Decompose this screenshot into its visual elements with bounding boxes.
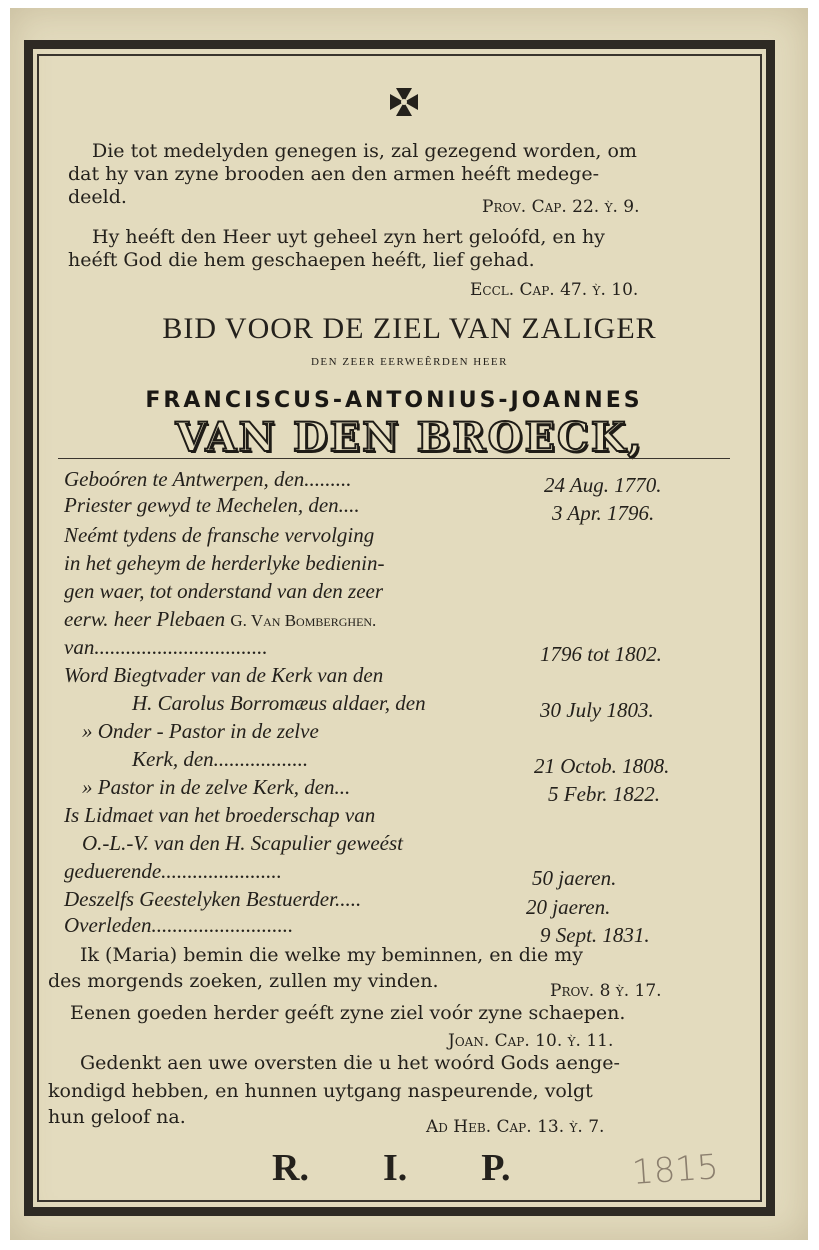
handwritten-note: 1815: [630, 1147, 720, 1193]
rip-r: R.: [272, 1147, 309, 1189]
rip-p: P.: [481, 1147, 511, 1189]
entry-persecution-period: van.................................: [64, 635, 268, 659]
entry-ordained: Priester gewyd te Mechelen, den....: [64, 493, 360, 517]
entry-vice-pastor-date: 21 Octob. 1808.: [534, 754, 670, 778]
entry-persecution-1: Neémt tydens de fransche vervolging: [64, 523, 375, 547]
divider-line: [58, 458, 730, 459]
quote-2-line-1: Hy heéft den Heer uyt geheel zyn hert geloófd, en hy: [92, 226, 605, 248]
quote-4-line-1: Eenen goeden herder geéft zyne ziel voór zyne schaepen.: [70, 1002, 626, 1024]
entry-died: Overleden...........................: [64, 913, 294, 937]
entry-vice-pastor-1: » Onder - Pastor in de zelve: [82, 719, 319, 743]
quote-1-line-1: Die tot medelyden genegen is, zal gezegend worden, om: [92, 140, 637, 162]
rip-initials: [272, 1146, 584, 1190]
entry-confessor-2: H. Carolus Borromæus aldaer, den: [132, 691, 426, 715]
entry-persecution-2: in het geheym de herderlyke bedienin-: [64, 551, 385, 575]
entry-born-date: 24 Aug. 1770.: [544, 473, 662, 497]
entry-persecution-3: gen waer, tot onderstand van den zeer: [64, 579, 384, 603]
quote-5-ref: Ad Heb. Cap. 13. ỳ. 7.: [426, 1117, 605, 1137]
quote-5-line-2: kondigd hebben, en hunnen uytgang naspeurende, volgt: [48, 1080, 593, 1102]
entry-director-years: 20 jaeren.: [526, 895, 611, 919]
quote-3-ref: Prov. 8 ỳ. 17.: [550, 981, 662, 1001]
quote-2-line-2: heéft God die hem geschaepen heéft, lief gehad.: [68, 249, 535, 271]
entry-plebaen-name: G. Van Bomberghen.: [230, 611, 377, 630]
quote-2-ref: Eccl. Cap. 47. ỳ. 10.: [470, 280, 639, 300]
entry-ordained-date: 3 Apr. 1796.: [552, 501, 655, 525]
entry-persecution-dates: 1796 tot 1802.: [540, 642, 662, 666]
quote-3-line-1: Ik (Maria) bemin die welke my beminnen, en die my: [80, 944, 583, 966]
entry-brotherhood-years: 50 jaeren.: [532, 866, 617, 890]
quote-5-line-3: hun geloof na.: [48, 1106, 186, 1128]
entry-vice-pastor-2: Kerk, den..................: [132, 747, 309, 771]
quote-1-line-2: dat hy van zyne brooden aen den armen heéft medege-: [68, 163, 599, 185]
quote-1-ref: Prov. Cap. 22. ỳ. 9.: [482, 197, 640, 217]
honorific-line: DEN ZEER EERWEÊRDEN HEER: [310, 356, 508, 368]
quote-5-line-1: Gedenkt aen uwe oversten die u het woórd Gods aenge-: [80, 1052, 620, 1074]
rip-i: I.: [382, 1147, 408, 1189]
entry-brotherhood-2: O.-L.-V. van den H. Scapulier geweést: [82, 831, 403, 855]
entry-brotherhood-1: Is Lidmaet van het broederschap van: [64, 803, 376, 827]
family-name: VAN DEN BROECK,: [175, 414, 644, 461]
entry-born: Geboóren te Antwerpen, den.........: [64, 467, 352, 491]
entry-pastor: » Pastor in de zelve Kerk, den...: [82, 775, 351, 799]
entry-director: Deszelfs Geestelyken Bestuerder.....: [64, 887, 362, 911]
prayer-heading: BID VOOR DE ZIEL VAN ZALIGER: [162, 312, 657, 345]
entry-confessor-date: 30 July 1803.: [540, 698, 654, 722]
quote-3-line-2: des morgends zoeken, zullen my vinden.: [48, 970, 439, 992]
given-names: FRANCISCUS-ANTONIUS-JOANNES: [145, 388, 643, 413]
entry-confessor-1: Word Biegtvader van de Kerk van den: [64, 663, 384, 687]
entry-brotherhood-3: geduerende.......................: [64, 859, 282, 883]
quote-1-line-3: deeld.: [68, 186, 127, 208]
quote-4-ref: Joan. Cap. 10. ỳ. 11.: [448, 1031, 614, 1051]
entry-persecution-4: eerw. heer Plebaen G. Van Bomberghen.: [64, 607, 377, 631]
maltese-cross-icon: [386, 84, 422, 120]
entry-died-date: 9 Sept. 1831.: [540, 923, 650, 947]
entry-pastor-date: 5 Febr. 1822.: [548, 782, 660, 806]
